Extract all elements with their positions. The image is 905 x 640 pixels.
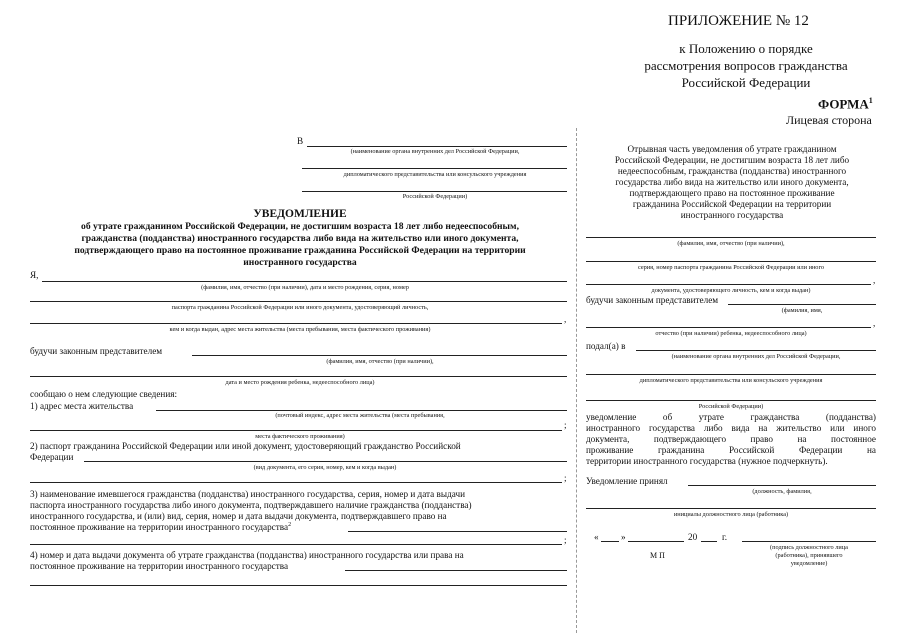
tearoff-authority-field-1[interactable] — [636, 350, 876, 351]
notice-subtitle-1: об утрате гражданином Российской Федерации, не достигшим возраста 18 лет либо недееспособным, — [81, 221, 519, 232]
representative-field-1[interactable] — [192, 355, 567, 356]
item3-line1: 3) наименование имевшегося гражданства (подданства) иностранного государства, серия, номер и дата выдачи — [30, 489, 465, 499]
item2-line2: Федерации — [30, 452, 74, 462]
tearoff-notice-line3: документа, подтверждающего право на постоянное — [586, 434, 876, 444]
tearoff-passport-field[interactable] — [586, 261, 876, 262]
notice-subtitle-2: гражданства (подданства) иностранного государства либо вида на жительство или иного документа, — [81, 233, 519, 244]
tearoff-intro-2: Российской Федерации, не достигшим возраста 18 лет либо — [614, 155, 850, 165]
item1-label: 1) адрес места жительства — [30, 401, 134, 411]
applicant-field-2[interactable] — [30, 301, 567, 302]
form-label: ФОРМА$^1$ — [818, 96, 873, 112]
date-quote-close: » — [621, 532, 626, 542]
tearoff-notice-line5: территории иностранного государства (нужное подчеркнуть). — [586, 456, 828, 466]
foreign-citizenship-field-1[interactable] — [348, 531, 567, 532]
tearoff-authority-field-3[interactable] — [586, 400, 876, 401]
tearoff-intro-1: Отрывная часть уведомления об утрате гражданином — [627, 144, 837, 154]
item3-line2: паспорта иностранного государства либо иного документа, подтверждавшего наличие гражданства (подданства) — [30, 500, 472, 510]
signature-field[interactable] — [742, 541, 876, 542]
tearoff-caption-4: (фамилия, имя, — [781, 307, 823, 314]
tearoff-caption-2: серия, номер паспорта гражданина Российской Федерации или иного — [637, 264, 825, 271]
tearoff-representative-field-2[interactable] — [586, 327, 871, 328]
tearoff-intro-7: иностранного государства — [680, 210, 784, 220]
accepted-by-field-2[interactable] — [586, 508, 876, 509]
to-label: В — [297, 136, 304, 146]
date-month-field[interactable] — [628, 541, 684, 542]
tearoff-representative-field-1[interactable] — [728, 304, 876, 305]
address-field-1[interactable] — [156, 410, 567, 411]
form-footnote-mark: 1 — [868, 96, 873, 105]
tearoff-intro-6: гражданина Российской Федерации на территории — [632, 199, 832, 209]
loss-document-field-2[interactable] — [30, 585, 567, 586]
notice-subtitle-3: подтверждающего право на постоянное проживание гражданина Российской Федерации на территории — [74, 245, 526, 256]
tearoff-filed-label: подал(а) в — [586, 341, 626, 351]
loss-document-field-1[interactable] — [345, 570, 567, 571]
applicant-field-1[interactable] — [42, 281, 567, 282]
representative-field-2[interactable] — [30, 376, 567, 377]
tearoff-notice-line2: иностранного государства либо вида на жительство или иного — [586, 423, 876, 433]
tearoff-caption-1: (фамилия, имя, отчество (при наличии), — [677, 240, 785, 247]
applicant-field-3[interactable] — [30, 323, 562, 324]
date-quote-open: « — [594, 532, 599, 542]
appendix-number: ПРИЛОЖЕНИЕ № 12 — [668, 13, 809, 29]
tearoff-caption-12: (работника), принявшего — [775, 552, 843, 559]
tearoff-caption-6: (наименование органа внутренних дел Российской Федерации, — [671, 353, 841, 360]
representative-label: будучи законным представителем — [30, 346, 163, 356]
date-year-prefix: 20 — [688, 532, 698, 542]
item3-semicolon: ; — [564, 535, 567, 545]
tearoff-notice-line1: уведомление об утрате гражданства (подданства) — [586, 412, 876, 422]
authority-field-2[interactable] — [302, 168, 567, 169]
tearoff-name-field[interactable] — [586, 237, 876, 238]
applicant-comma: , — [564, 314, 567, 324]
notice-title: УВЕДОМЛЕНИЕ — [253, 208, 347, 220]
tearoff-comma: , — [873, 275, 876, 285]
passport-caption: (вид документа, его серия, номер, кем и когда выдан) — [253, 464, 397, 471]
representative-caption-1: (фамилия, имя, отчество (при наличии), — [326, 358, 434, 365]
tearoff-caption-7: дипломатического представительства или консульского учреждения — [639, 377, 823, 384]
tearoff-caption-8: Российской Федерации) — [698, 403, 764, 410]
applicant-caption-2: паспорта гражданина Российской Федерации или иного документа, удостоверяющий личность, — [171, 304, 429, 311]
tearoff-caption-3: документа, удостоверяющего личность, кем и когда выдан) — [651, 287, 811, 294]
item3-line3: иностранного государства, и (или) вид, серия, номер и дата выдачи документа, подтверждавшего право на — [30, 511, 447, 521]
tearoff-notice-line4: проживание гражданина Российской Федерации на — [586, 445, 876, 455]
regulation-title-line3: Российской Федерации — [681, 75, 811, 90]
foreign-citizenship-field-2[interactable] — [30, 544, 562, 545]
tearoff-intro-4: государства либо вида на жительство или иного документа, — [615, 177, 849, 187]
representative-caption-2: дата и место рождения ребенка, недееспособного лица) — [225, 379, 375, 386]
item3-footnote-mark: 2 — [288, 522, 292, 528]
item2-semicolon: ; — [564, 473, 567, 483]
tearoff-authority-field-2[interactable] — [586, 374, 876, 375]
address-field-2[interactable] — [30, 430, 562, 431]
address-caption-1: (почтовый индекс, адрес места жительства (места пребывания, — [275, 412, 445, 419]
authority-field-3[interactable] — [302, 191, 567, 192]
passport-field-1[interactable] — [84, 461, 567, 462]
stamp-place-label: М П — [650, 551, 665, 560]
item4-line1: 4) номер и дата выдачи документа об утрате гражданства (подданства) иностранного государства или права на — [30, 550, 464, 560]
report-intro: сообщаю о нем следующие сведения: — [30, 389, 178, 399]
tearoff-caption-11: (подпись должностного лица — [770, 544, 848, 551]
authority-field[interactable] — [307, 146, 567, 147]
tearoff-caption-10: инициалы должностного лица (работника) — [673, 511, 789, 518]
tearoff-intro-5: подтверждающего право на постоянное проживание — [629, 188, 835, 198]
authority-caption-2: дипломатического представительства или консульского учреждения — [343, 171, 527, 178]
tearoff-comma-2: , — [873, 318, 876, 328]
tearoff-caption-5: отчество (при наличии) ребенка, недееспособного лица) — [655, 330, 807, 337]
tearoff-caption-9: (должность, фамилия, — [752, 488, 812, 495]
applicant-label: Я, — [30, 270, 39, 280]
page-side-label: Лицевая сторона — [786, 113, 872, 127]
date-year-suffix: г. — [722, 532, 728, 542]
regulation-title-line2: рассмотрения вопросов гражданства — [644, 58, 848, 73]
address-caption-2: места фактического проживания) — [255, 433, 345, 440]
tearoff-identity-field[interactable] — [586, 284, 871, 285]
tearoff-caption-13: уведомление) — [790, 560, 828, 567]
date-day-field[interactable] — [601, 541, 619, 542]
applicant-caption-3: кем и когда выдан, адрес места жительства (места пребывания, места фактического проживания) — [169, 326, 431, 333]
notice-subtitle-4: иностранного государства — [243, 257, 357, 268]
item3-line4: постоянное проживание на территории иностранного государства$^2$ — [30, 522, 292, 533]
item4-line2: постоянное проживание на территории иностранного государства — [30, 561, 289, 571]
applicant-caption-1: (фамилия, имя, отчество (при наличии), дата и место рождения, серия, номер — [201, 284, 409, 291]
tear-off-divider — [576, 128, 577, 633]
authority-caption-3: Российской Федерации) — [402, 193, 468, 200]
item1-semicolon: ; — [564, 420, 567, 430]
date-year-field[interactable] — [701, 541, 717, 542]
tearoff-intro-3: недееспособным, гражданства (подданства) иностранного — [617, 166, 847, 176]
accepted-by-field-1[interactable] — [688, 485, 876, 486]
authority-caption-1: (наименование органа внутренних дел Российской Федерации, — [350, 148, 520, 155]
accepted-label: Уведомление принял — [586, 476, 668, 486]
regulation-title-line1: к Положению о порядке — [679, 41, 813, 56]
passport-field-2[interactable] — [30, 482, 562, 483]
item2-line1: 2) паспорт гражданина Российской Федерации или иной документ, удостоверяющий гражданство Российской — [30, 441, 461, 451]
tearoff-representative-label: будучи законным представителем — [586, 295, 719, 305]
